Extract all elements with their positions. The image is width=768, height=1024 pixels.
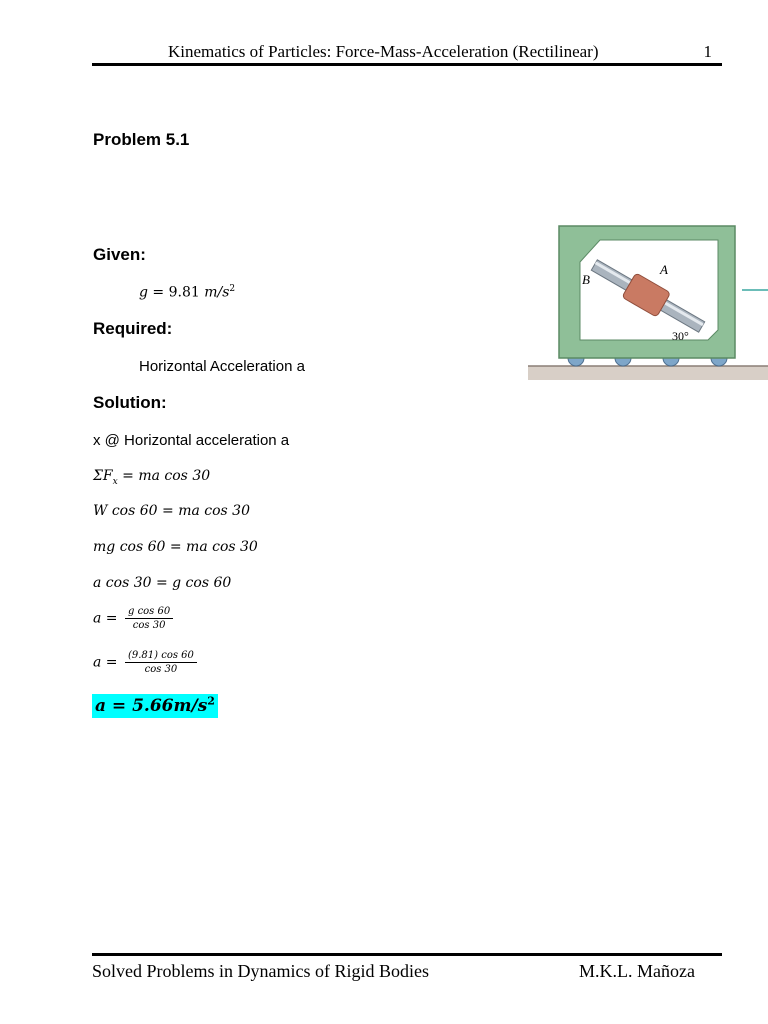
- running-header: [92, 42, 722, 68]
- header-title: Kinematics of Particles: Force-Mass-Acceleration (Rectilinear): [168, 42, 599, 61]
- fraction-symbolic-lhs: a =: [93, 610, 118, 627]
- fraction-symbolic: [125, 606, 173, 631]
- angle-label: 30°: [672, 329, 689, 343]
- fraction-numeric-numerator: (9.81) cos 60: [125, 650, 197, 663]
- given-heading: Given:: [93, 245, 146, 264]
- fraction-symbolic-numerator: g cos 60: [125, 606, 173, 619]
- final-answer: [92, 694, 218, 718]
- page-number: 1: [703, 42, 712, 61]
- final-answer-exponent: 2: [207, 694, 215, 708]
- equation-fraction-numeric: [93, 650, 197, 675]
- footer-book-title: Solved Problems in Dynamics of Rigid Bodies: [92, 961, 429, 981]
- solution-intro: x @ Horizontal acceleration a: [93, 432, 290, 449]
- header-rule: [92, 63, 722, 66]
- footer-author: M.K.L. Mañoza: [579, 961, 695, 981]
- fraction-numeric: [125, 650, 197, 675]
- required-text: Horizontal Acceleration a: [139, 358, 305, 375]
- sum-forces-lhs: ΣF: [93, 468, 113, 484]
- required-heading: Required:: [93, 319, 173, 338]
- cart-figure: [528, 222, 768, 382]
- equation-rearranged: a cos 30 = g cos 60: [93, 575, 232, 591]
- label-a: A: [660, 262, 668, 277]
- fraction-numeric-denominator: cos 30: [144, 664, 178, 675]
- ground: [528, 366, 768, 380]
- given-value: = 9.81: [152, 284, 200, 301]
- sum-forces-subscript: x: [112, 476, 118, 487]
- equation-mg: mg cos 60 = ma cos 30: [93, 539, 258, 555]
- label-b: B: [582, 272, 590, 287]
- fraction-symbolic-denominator: cos 30: [132, 620, 166, 631]
- problem-title: Problem 5.1: [93, 130, 190, 149]
- equation-weight: W cos 60 = ma cos 30: [93, 503, 250, 519]
- cart-diagram: [528, 222, 768, 382]
- given-unit-exponent: 2: [229, 284, 236, 294]
- footer-rule: [92, 953, 722, 956]
- sum-forces-rhs: = ma cos 30: [122, 468, 211, 484]
- final-answer-text: a = 5.66m/s: [95, 696, 208, 716]
- equation-sum-forces: [93, 468, 210, 487]
- given-equation: [139, 284, 235, 301]
- solution-heading: Solution:: [93, 393, 167, 412]
- given-unit: m/s: [204, 284, 230, 301]
- fraction-numeric-lhs: a =: [93, 654, 118, 671]
- running-footer: [92, 953, 722, 993]
- given-lhs: g: [139, 284, 148, 301]
- equation-fraction-symbolic: [93, 606, 173, 631]
